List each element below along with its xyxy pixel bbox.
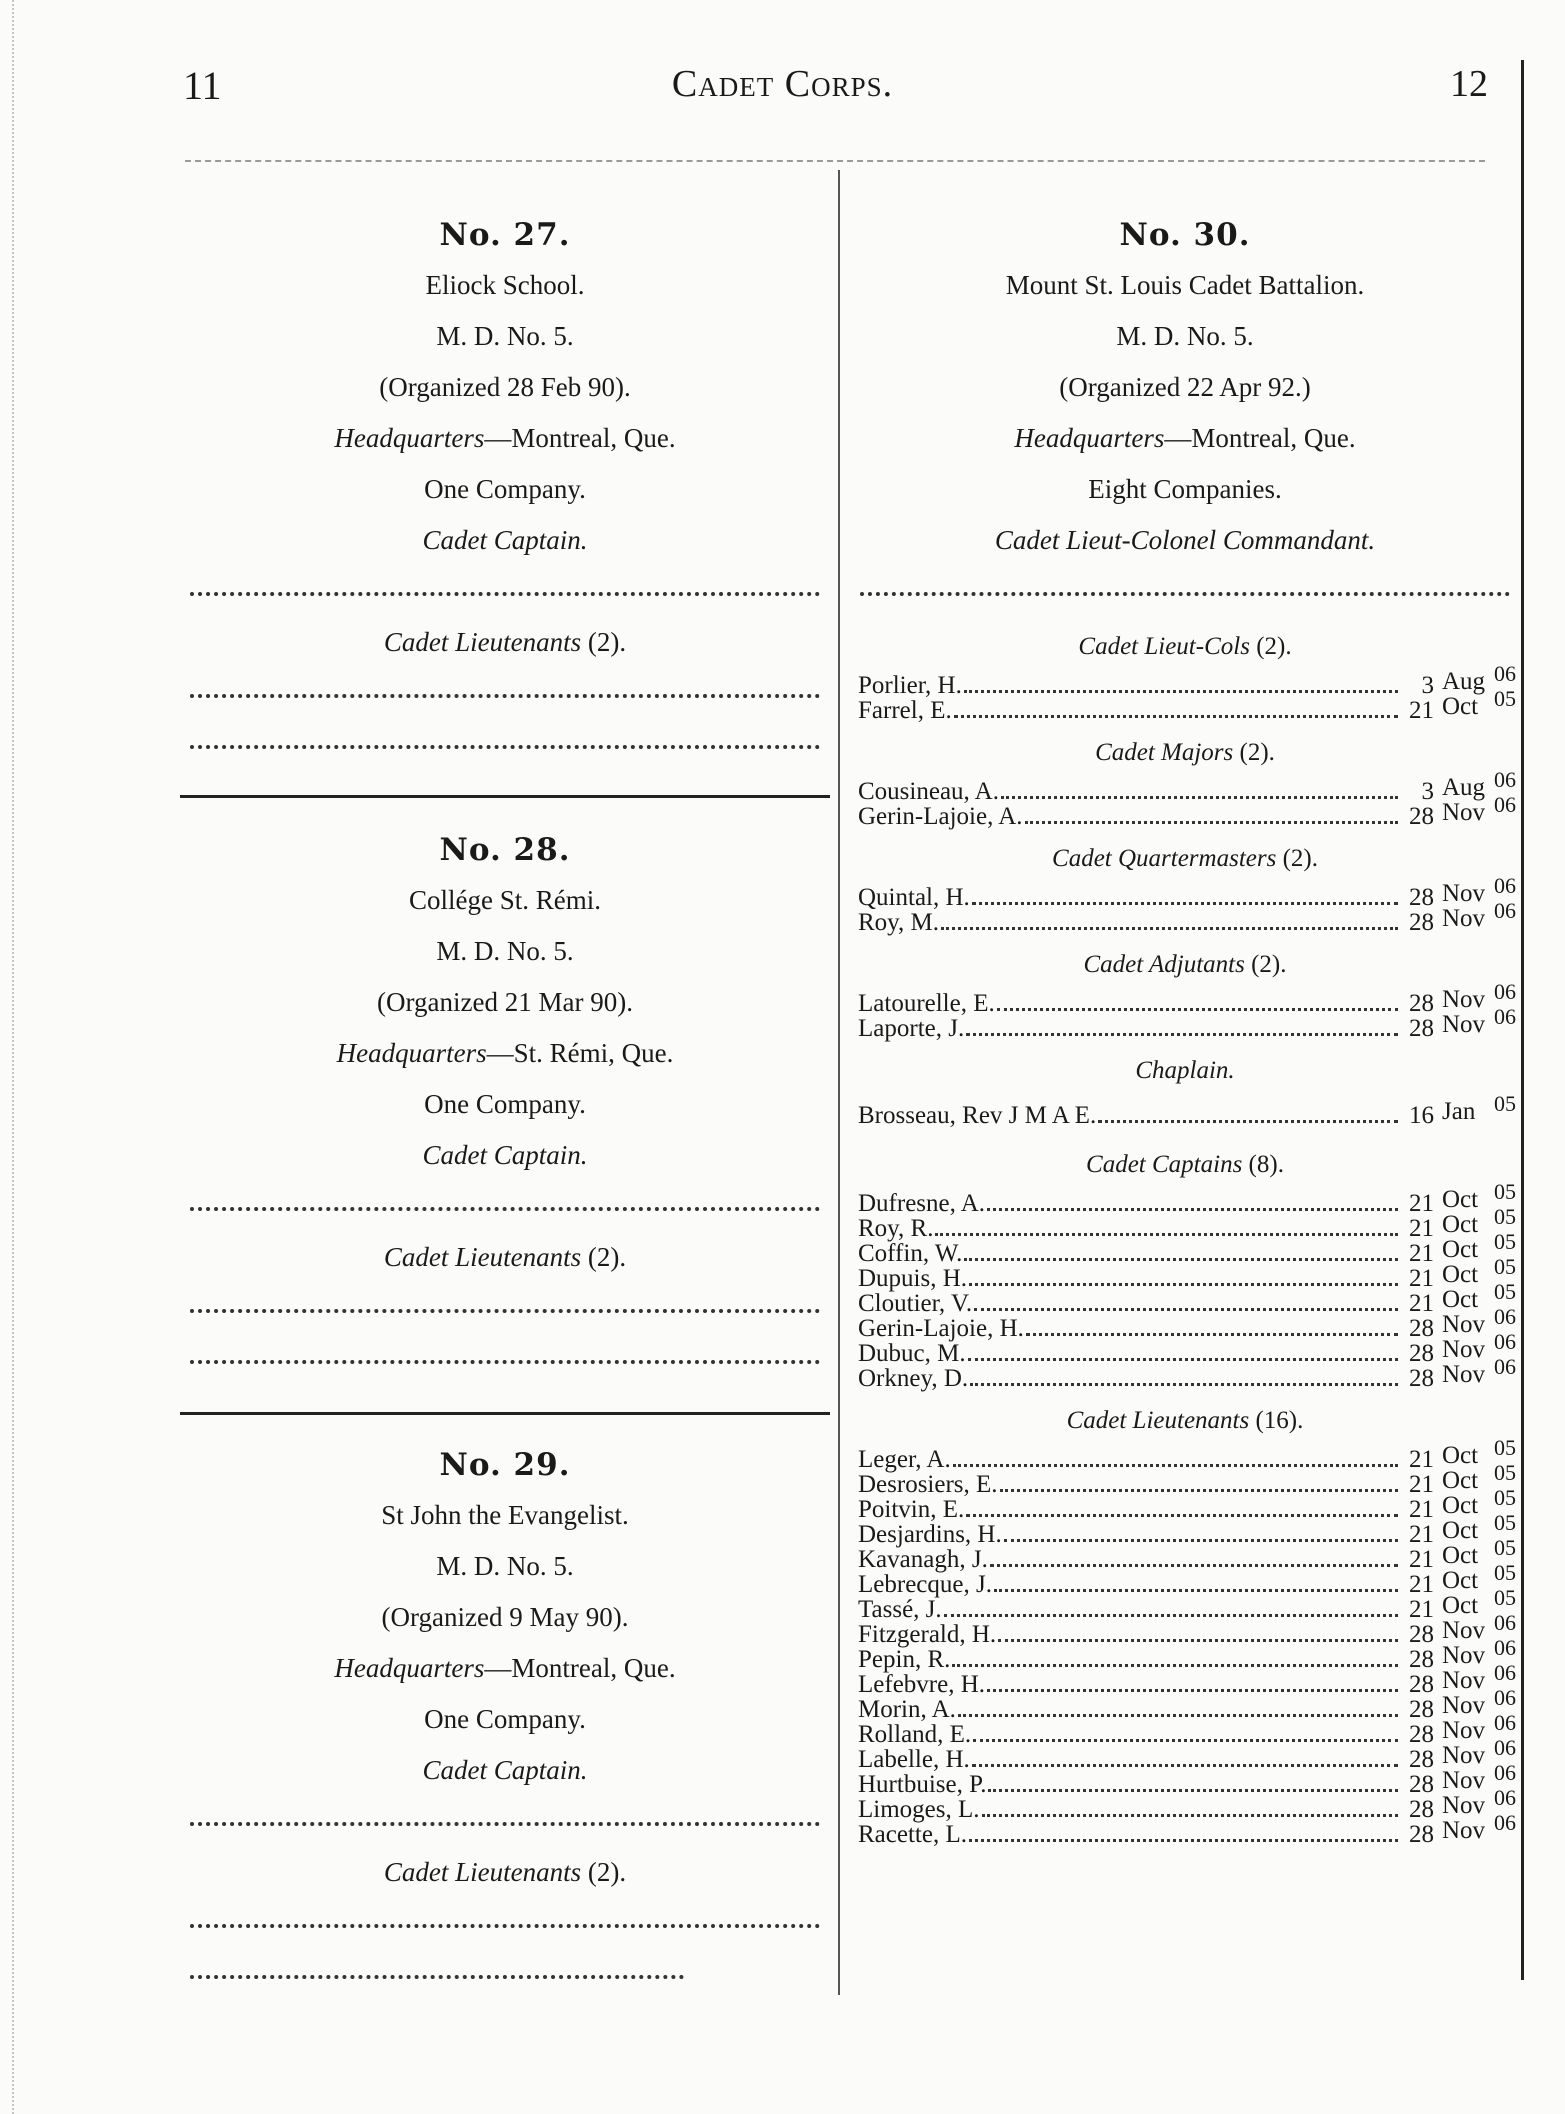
officer-entry [858, 1685, 1520, 1723]
seniority-year: 06 [1494, 1660, 1516, 1685]
officer-entry [858, 1304, 1520, 1342]
seniority-month: Nov [1442, 1792, 1486, 1819]
seniority-day: 28 [1409, 1646, 1434, 1673]
unit-number: No. 28. [439, 832, 571, 868]
headquarters [180, 1643, 830, 1694]
seniority-month: Nov [1442, 986, 1486, 1013]
blank-entry [180, 1898, 830, 1949]
blank-entry [180, 1283, 830, 1334]
officer-name: Poitvin, E. [858, 1496, 965, 1523]
officer-name: Labelle, H. [858, 1746, 970, 1773]
officer-name: Leger, A. [858, 1446, 951, 1473]
seniority-month: Oct [1442, 1467, 1479, 1494]
seniority-month: Nov [1442, 1717, 1486, 1744]
rank-heading [850, 1049, 1520, 1093]
seniority-month: Oct [1442, 1517, 1479, 1544]
officer-entry [858, 686, 1520, 724]
seniority-month: Nov [1442, 1817, 1486, 1844]
officer-entry [858, 1329, 1520, 1367]
rank-count: (2). [587, 627, 627, 657]
seniority-day: 28 [1409, 1365, 1434, 1392]
seniority-month: Jan [1442, 1098, 1476, 1125]
officer-entry [858, 1660, 1520, 1698]
unit-29 [180, 1440, 830, 2000]
rank-heading [850, 943, 1520, 987]
seniority-day: 28 [1409, 1821, 1434, 1848]
seniority-month: Nov [1442, 1742, 1486, 1769]
leader-dots [1098, 1120, 1398, 1123]
blank-entry [180, 719, 830, 770]
military-district: M. D. No. 5. [436, 1551, 574, 1581]
captain-heading: Cadet Captain. [422, 1140, 588, 1170]
military-district: M. D. No. 5. [1116, 321, 1254, 351]
lieutenants-heading [180, 617, 830, 668]
leader-dots [964, 1258, 1398, 1261]
officer-name: Dubuc, M. [858, 1340, 966, 1367]
military-district: M. D. No. 5. [436, 936, 574, 966]
organized-date: (Organized 21 Mar 90). [377, 987, 633, 1017]
seniority-day: 28 [1409, 803, 1434, 830]
strength: One Company. [424, 1089, 586, 1119]
seniority-year: 06 [1494, 1760, 1516, 1785]
rank-label: Cadet Lieutenants [1066, 1407, 1250, 1434]
seniority-day: 28 [1409, 990, 1434, 1017]
seniority-day: 28 [1409, 1315, 1434, 1342]
headquarters [850, 413, 1520, 464]
leader-dots [988, 1789, 1398, 1792]
officer-list [850, 767, 1520, 830]
seniority-day: 21 [1409, 1471, 1434, 1498]
commandant-heading: Cadet Lieut-Colonel Commandant. [994, 525, 1376, 555]
officer-entry [858, 1435, 1520, 1473]
leader-dots [982, 1814, 1398, 1817]
blank-entry [850, 566, 1520, 617]
rank-heading [850, 731, 1520, 775]
leader-dots [1000, 1489, 1398, 1492]
leader-dots [935, 1233, 1398, 1236]
seniority-year: 06 [1494, 1635, 1516, 1660]
officer-entry [858, 1510, 1520, 1548]
unit-name: Mount St. Louis Cadet Battalion. [1005, 270, 1365, 300]
blank-entry [180, 668, 830, 719]
officer-name: Coffin, W. [858, 1240, 963, 1267]
officer-entry [858, 1760, 1520, 1798]
column-divider [838, 170, 840, 1995]
officer-name: Roy, M. [858, 909, 940, 936]
seniority-year: 06 [1494, 1735, 1516, 1760]
headquarters [180, 1028, 830, 1079]
seniority-year: 06 [1494, 1329, 1516, 1354]
seniority-day: 28 [1409, 1746, 1434, 1773]
seniority-month: Aug [1442, 668, 1486, 695]
seniority-month: Nov [1442, 1011, 1486, 1038]
leader-dots [969, 1839, 1398, 1842]
officer-entry [858, 767, 1520, 805]
seniority-year: 05 [1494, 1204, 1516, 1229]
officer-list [850, 1091, 1520, 1135]
officer-entry [858, 1810, 1520, 1848]
officer-entry [858, 1710, 1520, 1748]
leader-dots [952, 1664, 1398, 1667]
leader-dots [972, 902, 1398, 905]
officer-name: Dupuis, H. [858, 1265, 968, 1292]
seniority-month: Aug [1442, 774, 1486, 801]
officer-entry [858, 1560, 1520, 1598]
blank-entry [180, 1181, 830, 1232]
rank-label: Cadet Lieutenants [383, 1857, 582, 1887]
seniority-year: 06 [1494, 1304, 1516, 1329]
officer-name: Porlier, H. [858, 672, 962, 699]
rank-label: Cadet Majors [1095, 739, 1234, 766]
officer-entry [858, 1091, 1520, 1135]
rank-label: Cadet Quartermasters [1052, 845, 1277, 872]
seniority-year: 06 [1494, 1685, 1516, 1710]
seniority-year: 06 [1494, 1354, 1516, 1379]
unit-28 [180, 825, 830, 1385]
officer-name: Roy, R. [858, 1215, 934, 1242]
seniority-year: 06 [1494, 661, 1516, 686]
page-number-right: 12 [1450, 63, 1488, 105]
rank-heading [850, 1399, 1520, 1443]
officer-entry [858, 1485, 1520, 1523]
seniority-month: Nov [1442, 905, 1486, 932]
leader-dots [997, 1008, 1398, 1011]
rank-label: Cadet Lieut-Cols [1078, 633, 1250, 660]
headquarters [180, 413, 830, 464]
unit-number: No. 29. [439, 1447, 571, 1483]
officer-name: Tassé, J. [858, 1596, 942, 1623]
seniority-year: 05 [1494, 1460, 1516, 1485]
unit-number: No. 27. [439, 217, 571, 253]
officer-name: Latourelle, E. [858, 990, 995, 1017]
seniority-day: 21 [1409, 1496, 1434, 1523]
seniority-year: 05 [1494, 1560, 1516, 1585]
seniority-day: 21 [1409, 697, 1434, 724]
seniority-day: 28 [1409, 1771, 1434, 1798]
section-rule [180, 795, 830, 798]
seniority-day: 21 [1409, 1596, 1434, 1623]
rank-heading [850, 625, 1520, 669]
seniority-year: 05 [1494, 686, 1516, 711]
leader-dots [966, 1033, 1398, 1036]
leader-dots [941, 927, 1398, 930]
seniority-month: Oct [1442, 1286, 1479, 1313]
seniority-year: 05 [1494, 1510, 1516, 1535]
unit-30 [850, 210, 1520, 1855]
leader-dots [968, 1358, 1398, 1361]
leader-dots [990, 1564, 1398, 1567]
seniority-year: 06 [1494, 1810, 1516, 1835]
seniority-month: Oct [1442, 1592, 1479, 1619]
officer-entry [858, 898, 1520, 936]
officer-entry [858, 1610, 1520, 1648]
hq-label: Headquarters [336, 1038, 487, 1068]
rank-label: Cadet Adjutants [1083, 951, 1245, 978]
organized-date: (Organized 28 Feb 90). [379, 372, 631, 402]
seniority-month: Nov [1442, 1336, 1486, 1363]
officer-name: Cloutier, V. [858, 1290, 973, 1317]
lieutenants-heading [180, 1847, 830, 1898]
officer-name: Desjardins, H. [858, 1521, 1002, 1548]
seniority-month: Oct [1442, 1186, 1479, 1213]
officer-entry [858, 979, 1520, 1017]
seniority-year: 06 [1494, 979, 1516, 1004]
officer-name: Pepin, R. [858, 1646, 951, 1673]
seniority-year: 06 [1494, 1710, 1516, 1735]
strength: One Company. [424, 474, 586, 504]
seniority-day: 21 [1409, 1290, 1434, 1317]
officer-name: Farrel, E. [858, 697, 952, 724]
hq-label: Headquarters [334, 423, 485, 453]
unit-number: No. 30. [1119, 217, 1251, 253]
seniority-year: 05 [1494, 1091, 1516, 1116]
rank-count: (2). [587, 1242, 627, 1272]
lieutenants-heading [180, 1232, 830, 1283]
seniority-year: 05 [1494, 1535, 1516, 1560]
rank-count: (2). [1251, 951, 1287, 978]
seniority-day: 21 [1409, 1190, 1434, 1217]
seniority-year: 06 [1494, 873, 1516, 898]
seniority-day: 21 [1409, 1240, 1434, 1267]
seniority-day: 21 [1409, 1215, 1434, 1242]
rank-count: (2). [1239, 739, 1275, 766]
officer-entry [858, 1229, 1520, 1267]
officer-name: Dufresne, A. [858, 1190, 986, 1217]
rank-count: (2). [1256, 633, 1292, 660]
officer-entry [858, 1635, 1520, 1673]
leader-dots [973, 1739, 1398, 1742]
captain-heading: Cadet Captain. [422, 1755, 588, 1785]
officer-name: Quintal, H. [858, 884, 970, 911]
officer-list [850, 873, 1520, 936]
seniority-year: 05 [1494, 1179, 1516, 1204]
rank-count: (2). [1282, 845, 1318, 872]
officer-entry [858, 1785, 1520, 1823]
seniority-year: 05 [1494, 1585, 1516, 1610]
seniority-day: 28 [1409, 1696, 1434, 1723]
organized-date: (Organized 22 Apr 92.) [1059, 372, 1311, 402]
organized-date: (Organized 9 May 90). [381, 1602, 629, 1632]
seniority-year: 06 [1494, 1004, 1516, 1029]
officer-entry [858, 1460, 1520, 1498]
leader-dots [1001, 796, 1398, 799]
strength: Eight Companies. [1088, 474, 1282, 504]
rank-count: (2). [587, 1857, 627, 1887]
officer-name: Gerin-Lajoie, A. [858, 803, 1023, 830]
seniority-day: 3 [1421, 672, 1434, 699]
rank-label: Cadet Lieutenants [383, 1242, 582, 1272]
seniority-day: 21 [1409, 1521, 1434, 1548]
seniority-day: 28 [1409, 884, 1434, 911]
leader-dots [953, 1464, 1398, 1467]
officer-list [850, 979, 1520, 1042]
seniority-year: 05 [1494, 1279, 1516, 1304]
captain-heading: Cadet Captain. [422, 525, 588, 555]
seniority-year: 05 [1494, 1485, 1516, 1510]
leader-dots [954, 715, 1398, 718]
officer-entry [858, 792, 1520, 830]
seniority-day: 21 [1409, 1571, 1434, 1598]
seniority-year: 06 [1494, 792, 1516, 817]
seniority-year: 05 [1494, 1435, 1516, 1460]
unit-27 [180, 210, 830, 770]
military-district: M. D. No. 5. [436, 321, 574, 351]
officer-entry [858, 1179, 1520, 1217]
header-rule [185, 160, 1485, 162]
leader-dots [987, 1208, 1398, 1211]
seniority-day: 28 [1409, 909, 1434, 936]
rank-count: (8). [1248, 1151, 1284, 1178]
seniority-day: 21 [1409, 1546, 1434, 1573]
seniority-day: 21 [1409, 1265, 1434, 1292]
seniority-day: 28 [1409, 1621, 1434, 1648]
leader-dots [966, 1514, 1398, 1517]
rank-label: Cadet Captains [1086, 1151, 1243, 1178]
officer-name: Racette, L. [858, 1821, 967, 1848]
blank-entry [180, 1334, 830, 1385]
seniority-month: Oct [1442, 1567, 1479, 1594]
section-rule [180, 1412, 830, 1415]
officer-groups [850, 625, 1520, 1847]
seniority-year: 06 [1494, 1610, 1516, 1635]
running-head: Cadet Corps. [671, 63, 894, 105]
margin-dots [12, 0, 14, 2114]
unit-name: Eliock School. [425, 270, 585, 300]
seniority-month: Nov [1442, 1667, 1486, 1694]
blank-entry [180, 1796, 830, 1847]
rank-heading [850, 837, 1520, 881]
officer-list [850, 1435, 1520, 1848]
page-number-left: 11 [183, 63, 222, 108]
leader-dots [1025, 821, 1398, 824]
officer-name: Lebrecque, J. [858, 1571, 992, 1598]
seniority-day: 28 [1409, 1340, 1434, 1367]
officer-entry [858, 873, 1520, 911]
leader-dots [970, 1383, 1398, 1386]
officer-name: Laporte, J. [858, 1015, 965, 1042]
leader-dots [969, 1283, 1398, 1286]
officer-name: Brosseau, Rev J M A E. [858, 1102, 1097, 1129]
officer-name: Rolland, E. [858, 1721, 972, 1748]
leader-dots [998, 1639, 1398, 1642]
leader-dots [974, 1308, 1398, 1311]
seniority-month: Oct [1442, 1492, 1479, 1519]
seniority-year: 06 [1494, 1785, 1516, 1810]
seniority-month: Nov [1442, 1642, 1486, 1669]
seniority-month: Nov [1442, 1617, 1486, 1644]
officer-name: Morin, A. [858, 1696, 956, 1723]
unit-name: St John the Evangelist. [381, 1500, 629, 1530]
officer-name: Gerin-Lajoie, H. [858, 1315, 1024, 1342]
officer-name: Kavanagh, J. [858, 1546, 988, 1573]
seniority-day: 28 [1409, 1671, 1434, 1698]
hq-place: —Montreal, Que. [484, 423, 676, 453]
seniority-month: Nov [1442, 880, 1486, 907]
leader-dots [944, 1614, 1398, 1617]
seniority-day: 28 [1409, 1796, 1434, 1823]
officer-entry [858, 1354, 1520, 1392]
seniority-year: 05 [1494, 1254, 1516, 1279]
hq-place: —Montreal, Que. [484, 1653, 676, 1683]
officer-name: Hurtbuise, P. [858, 1771, 987, 1798]
leader-dots [964, 690, 1398, 693]
seniority-month: Oct [1442, 1261, 1479, 1288]
rank-heading [850, 1143, 1520, 1187]
seniority-month: Oct [1442, 1236, 1479, 1263]
blank-entry [180, 1949, 830, 2000]
blank-entry [180, 566, 830, 617]
seniority-year: 06 [1494, 898, 1516, 923]
officer-entry [858, 1204, 1520, 1242]
seniority-month: Oct [1442, 693, 1479, 720]
hq-label: Headquarters [1014, 423, 1165, 453]
seniority-month: Nov [1442, 1311, 1486, 1338]
officer-name: Fitzgerald, H. [858, 1621, 997, 1648]
seniority-year: 05 [1494, 1229, 1516, 1254]
seniority-month: Oct [1442, 1442, 1479, 1469]
officer-entry [858, 1004, 1520, 1042]
hq-place: —Montreal, Que. [1164, 423, 1356, 453]
officer-name: Lefebvre, H. [858, 1671, 986, 1698]
officer-name: Cousineau, A. [858, 778, 999, 805]
binding-edge [1521, 60, 1524, 1980]
seniority-month: Oct [1442, 1542, 1479, 1569]
officer-name: Desrosiers, E. [858, 1471, 998, 1498]
seniority-day: 16 [1409, 1102, 1434, 1129]
seniority-month: Nov [1442, 1361, 1486, 1388]
officer-name: Orkney, D. [858, 1365, 969, 1392]
strength: One Company. [424, 1704, 586, 1734]
seniority-month: Nov [1442, 1692, 1486, 1719]
seniority-day: 21 [1409, 1446, 1434, 1473]
hq-place: —St. Rémi, Que. [486, 1038, 674, 1068]
leader-dots [958, 1714, 1398, 1717]
rank-label: Cadet Lieutenants [383, 627, 582, 657]
leader-dots [987, 1689, 1398, 1692]
unit-name: Collége St. Rémi. [409, 885, 601, 915]
leader-dots [994, 1589, 1398, 1592]
seniority-day: 28 [1409, 1721, 1434, 1748]
officer-entry [858, 1254, 1520, 1292]
seniority-year: 06 [1494, 767, 1516, 792]
officer-name: Limoges, L. [858, 1796, 980, 1823]
officer-entry [858, 1735, 1520, 1773]
leader-dots [1004, 1539, 1398, 1542]
officer-entry [858, 1535, 1520, 1573]
seniority-month: Nov [1442, 799, 1486, 826]
leader-dots [1026, 1333, 1398, 1336]
leader-dots [972, 1764, 1398, 1767]
officer-list [850, 661, 1520, 724]
rank-count: (16). [1255, 1407, 1304, 1434]
seniority-month: Nov [1442, 1767, 1486, 1794]
hq-label: Headquarters [334, 1653, 485, 1683]
seniority-day: 28 [1409, 1015, 1434, 1042]
seniority-month: Oct [1442, 1211, 1479, 1238]
seniority-day: 3 [1421, 778, 1434, 805]
rank-label: Chaplain. [1135, 1057, 1235, 1084]
officer-list [850, 1179, 1520, 1392]
